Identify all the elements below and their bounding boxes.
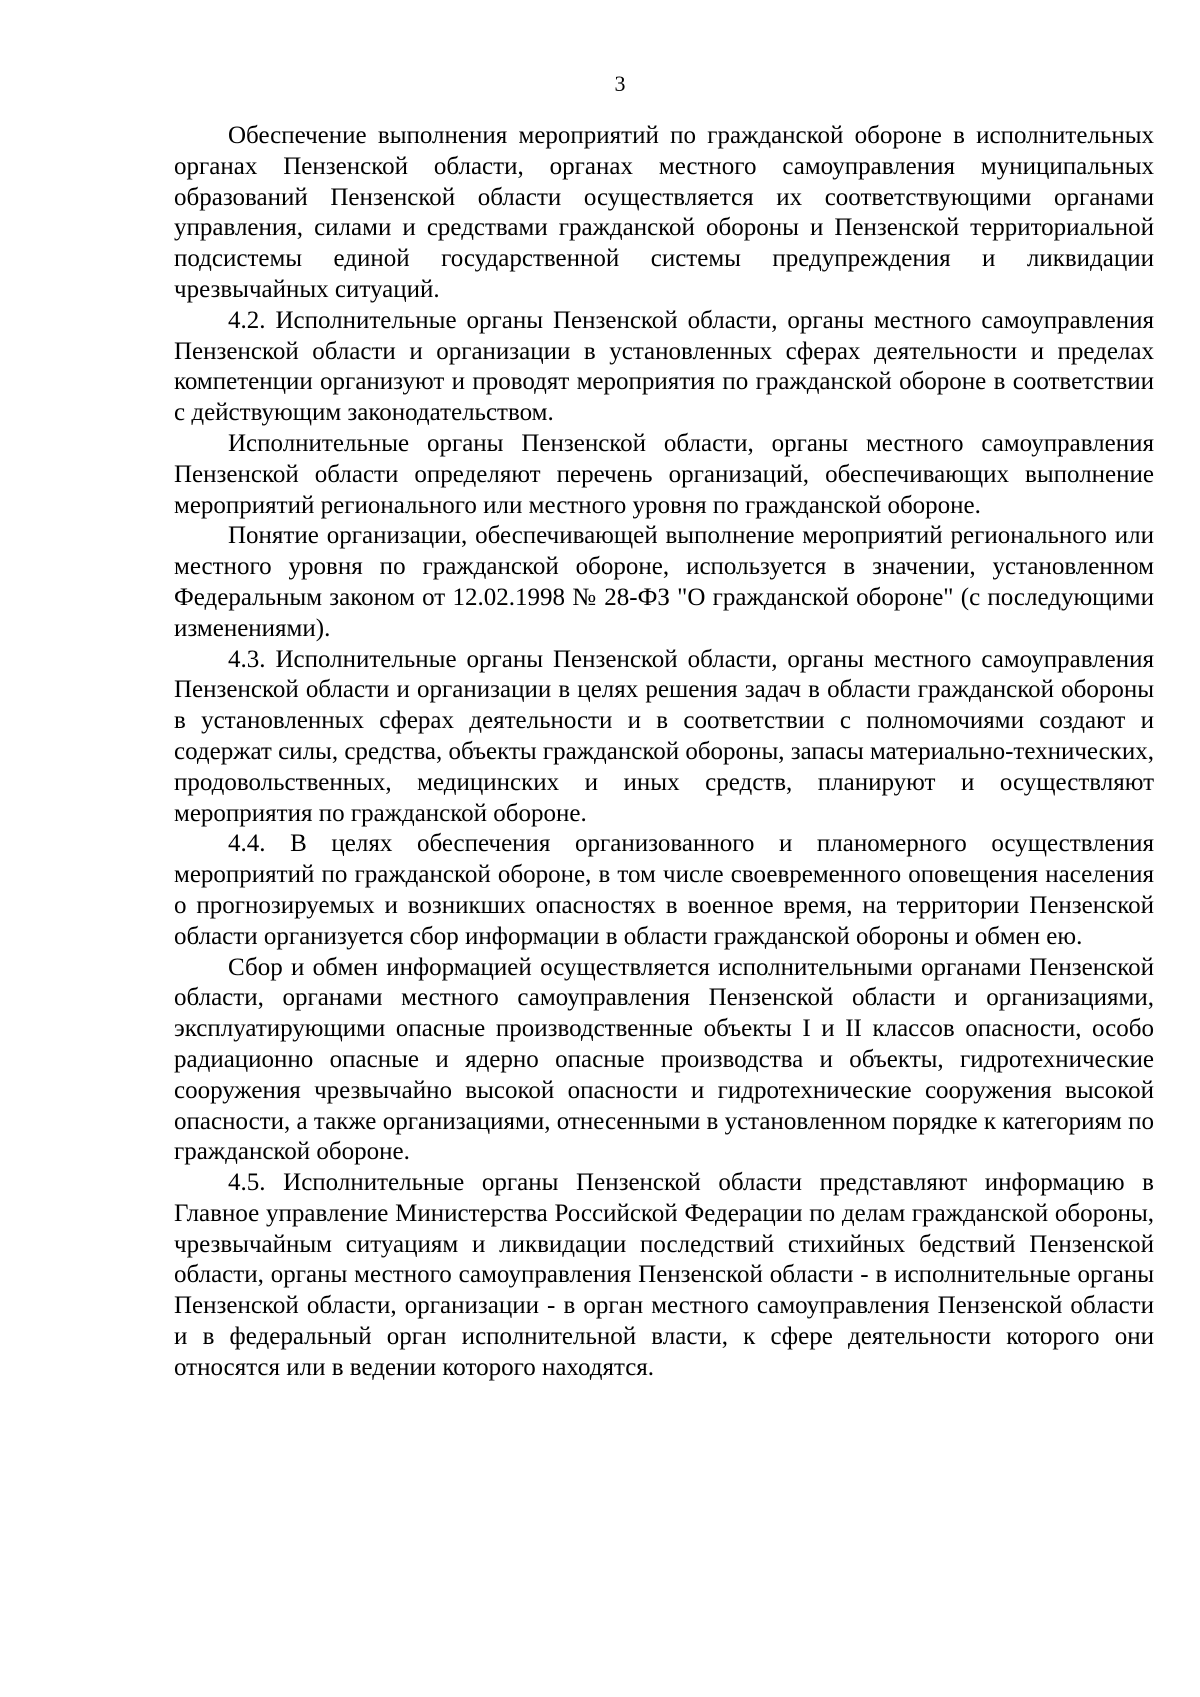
- paragraph-information-exchange: Сбор и обмен информацией осуществляется исполнительными органами Пензенской области, органами местного самоуправления Пензенской области и организациями, эксплуатирующими опасные производственные объекты I и II классов опасности, особо радиационно опасные и ядерно опасные производства и объекты, гидротехнические сооружения чрезвычайно высокой опасности и гидротехнические сооружения высокой опасности, а также организациями, отнесенными в установленном порядке к категориям по гражданской обороне.: [174, 953, 1154, 1166]
- paragraph-organization-definition: Понятие организации, обеспечивающей выполнение мероприятий регионального или местного уровня по гражданской обороне, используется в значении, установленном Федеральным законом от 12.02.1998 № 28-ФЗ "О гражданской обороне" (с последующими изменениями).: [174, 522, 1154, 642]
- paragraph-4-4: 4.4. В целях обеспечения организованного и планомерного осуществления мероприятий по гражданской обороне, в том числе своевременного оповещения населения о прогнозируемых и возникших опасностях в военное время, на территории Пензенской области организуется сбор информации в области гражданской обороны и обмен ею.: [174, 830, 1154, 950]
- paragraph-4-3: 4.3. Исполнительные органы Пензенской области, органы местного самоуправления Пензенской области и организации в целях решения задач в области гражданской обороны в установленных сферах деятельности и в соответствии с полномочиями создают и содержат силы, средства, объекты гражданской обороны, запасы материально-технических, продовольственных, медицинских и иных средств, планируют и осуществляют мероприятия по гражданской обороне.: [174, 645, 1155, 827]
- paragraph-civil-defense-provision: Обеспечение выполнения мероприятий по гражданской обороне в исполнительных органах Пензенской области, органах местного самоуправления муниципальных образований Пензенской области осуществляется их соответствующими органами управления, силами и средствами гражданской обороны и Пензенской территориальной подсистемы единой государственной системы предупреждения и ликвидации чрезвычайных ситуаций.: [174, 122, 1154, 303]
- paragraph-organizations-list: Исполнительные органы Пензенской области, органы местного самоуправления Пензенской области определяют перечень организаций, обеспечивающих выполнение мероприятий регионального или местного уровня по гражданской обороне.: [174, 429, 1154, 519]
- paragraph-4-2: 4.2. Исполнительные органы Пензенской области, органы местного самоуправления Пензенской области и организации в установленных сферах деятельности и пределах компетенции организуют и проводят мероприятия по гражданской обороне в соответствии с действующим законодательством.: [174, 306, 1154, 427]
- page-number: 3: [614, 71, 626, 96]
- document-body: [174, 121, 1154, 1384]
- paragraph-4-5: 4.5. Исполнительные органы Пензенской области представляют информацию в Главное управление Министерства Российской Федерации по делам гражданской обороны, чрезвычайным ситуациям и ликвидации последствий стихийных бедствий Пензенской области, органы местного самоуправления Пензенской области - в исполнительные органы Пензенской области, организации - в орган местного самоуправления Пензенской области и в федеральный орган исполнительной власти, к сфере деятельности которого они относятся или в ведении которого находятся.: [174, 1169, 1154, 1381]
